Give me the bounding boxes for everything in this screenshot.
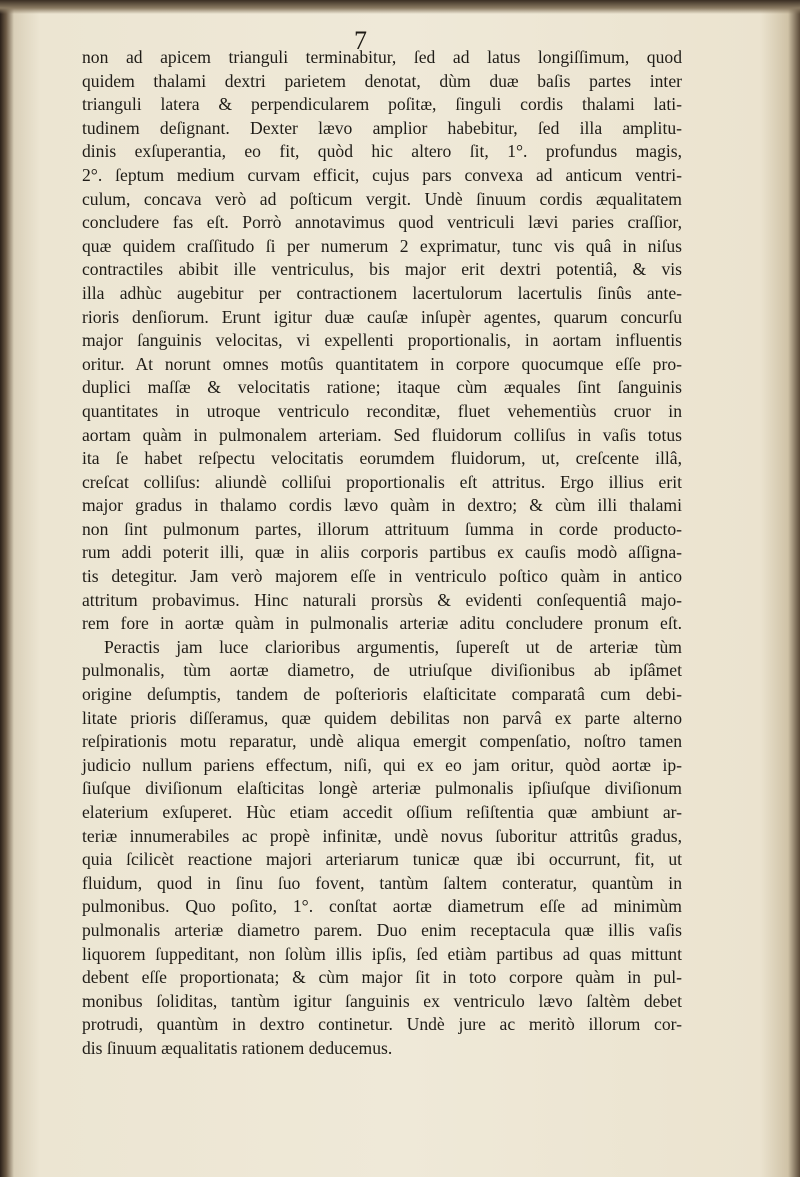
text-line: major ſanguinis velocitas, vi expellenti proportionalis, in aortam influentis [82, 330, 682, 351]
text-line: debent eſſe proportionata; & cùm major ſit in toto corpore quàm in pul- [82, 967, 682, 988]
text-line: ſiuſque diviſionum elaſticitas longè arteriæ pulmonalis ipſiuſque diviſionum [82, 778, 682, 799]
text-line: elaterium exſuperet. Hùc etiam accedit oſſium reſiſtentia quæ ambiunt ar- [82, 802, 682, 822]
page-top-edge [0, 0, 800, 14]
text-line: rioris denſiorum. Erunt igitur duæ cauſæ inſupèr agentes, quarum concurſu [82, 306, 682, 327]
text-line: attritum probavimus. Hinc naturali prorsùs & evidenti conſequentiâ majo- [82, 589, 682, 610]
text-line: major gradus in thalamo cordis lævo quàm in dextro; & cùm illi thalami [82, 495, 682, 516]
text-line: quæ quidem craſſitudo ſi per numerum 2 exprimatur, tunc vis quâ in niſus [82, 235, 682, 256]
text-line: protrudi, quantùm in dextro continetur. Undè jure ac meritò illorum cor- [82, 1014, 682, 1035]
text-line: culum, concava verò ad poſticum vergit. Undè ſinuum cordis æqualitatem [82, 188, 682, 209]
text-line: aortam quàm in pulmonalem arteriam. Sed fluidorum colliſus in vaſis totus [82, 424, 682, 445]
text-line: quantitates in utroque ventriculo reconditæ, fluet vehementiùs cruor in [82, 400, 682, 421]
text-line: oritur. At norunt omnes motûs quantitatem in corpore quocumque eſſe pro- [82, 353, 682, 374]
text-line: rem fore in aortæ quàm in pulmonalis arteriæ aditu concludere pronum eſt. [82, 613, 682, 634]
text-line: tis detegitur. Jam verò majorem eſſe in ventriculo poſtico quàm in antico [82, 566, 682, 587]
text-line: tudinem deſignant. Dexter lævo amplior habebitur, ſed illa amplitu- [82, 117, 682, 138]
paragraph-1 [82, 46, 682, 636]
text-line: origine deſumptis, tandem de poſterioris elaſticitate comparatâ cum debi- [82, 684, 682, 705]
paragraph-2 [82, 636, 682, 1061]
text-line: quia ſcilicèt reactione majori arteriarum tunicæ quæ ibi occurrunt, fit, ut [82, 849, 682, 870]
text-line: concludere fas eſt. Porrò annotavimus quod ventriculi lævi paries craſſior, [82, 212, 682, 233]
text-line: judicio nullum pariens effectum, niſi, qui ex eo jam oritur, quòd aortæ ip- [82, 754, 682, 775]
text-line: dinis exſuperantia, eo fit, quòd hic altero ſit, 1°. profundus magis, [82, 141, 682, 162]
text-line: quidem thalami dextri parietem denotat, dùm duæ baſis partes inter [82, 70, 682, 91]
text-line: non ad apicem trianguli terminabitur, ſed ad latus longiſſimum, quod [82, 47, 682, 67]
text-line: monibus ſoliditas, tantùm igitur ſanguinis ex ventriculo lævo ſaltèm debet [82, 990, 682, 1011]
text-line: pulmonalis arteriæ diametro parem. Duo enim receptacula quæ illis vaſis [82, 919, 682, 940]
text-line: duplici maſſæ & velocitatis ratione; itaque cùm æquales ſint ſanguinis [82, 377, 682, 398]
text-line: liquorem ſuppeditant, non ſolùm illis ipſis, ſed etiàm partibus ad quas mittunt [82, 943, 682, 964]
text-line: pulmonibus. Quo poſito, 1°. conſtat aortæ diametrum eſſe ad minimùm [82, 896, 682, 917]
text-line: creſcat colliſus: aliundè colliſui proportionalis eſt attritus. Ergo illius erit [82, 471, 682, 492]
text-line: litate prioris diſſeramus, quæ quidem debilitas non parvâ ex parte alterno [82, 707, 682, 728]
text-line: teriæ innumerabiles ac propè infinitæ, undè novus ſuboritur attritûs gradus, [82, 825, 682, 846]
text-line: contractiles abibit ille ventriculus, bis major erit dextri potentiâ, & vis [82, 259, 682, 280]
page-number: 7 [354, 26, 367, 55]
text-line: Peractis jam luce clarioribus argumentis, ſupereſt ut de arteriæ tùm [104, 636, 682, 657]
text-line: rum addi poterit illi, quæ in aliis corporis partibus ex cauſis modò aſſigna- [82, 542, 682, 563]
text-line: fluidum, quod in ſinu ſuo fovent, tantùm ſaltem conteratur, quantùm in [82, 872, 682, 893]
text-line: reſpirationis motu reparatur, undè aliqua emergit compenſatio, noſtro tamen [82, 731, 682, 752]
text-line: illa adhùc augebitur per contractionem lacertulorum lacertulis ſinûs ante- [82, 282, 682, 303]
text-line: pulmonalis, tùm aortæ diametro, de utriuſque diviſionibus ab ipſâmet [82, 660, 682, 681]
text-line: dis ſinuum æqualitatis rationem deducemus. [82, 1037, 393, 1058]
body-text [82, 46, 682, 1061]
text-line: non ſint pulmonum partes, illorum attrituum ſumma in corde producto- [82, 518, 682, 539]
text-line: ita ſe habet reſpectu velocitatis eorumdem fluidorum, ut, creſcente illâ, [82, 448, 682, 469]
text-line: trianguli latera & perpendicularem poſitæ, ſinguli cordis thalami lati- [82, 94, 682, 115]
text-line: 2°. ſeptum medium curvam efficit, cujus pars convexa ad anticum ventri- [82, 164, 682, 185]
